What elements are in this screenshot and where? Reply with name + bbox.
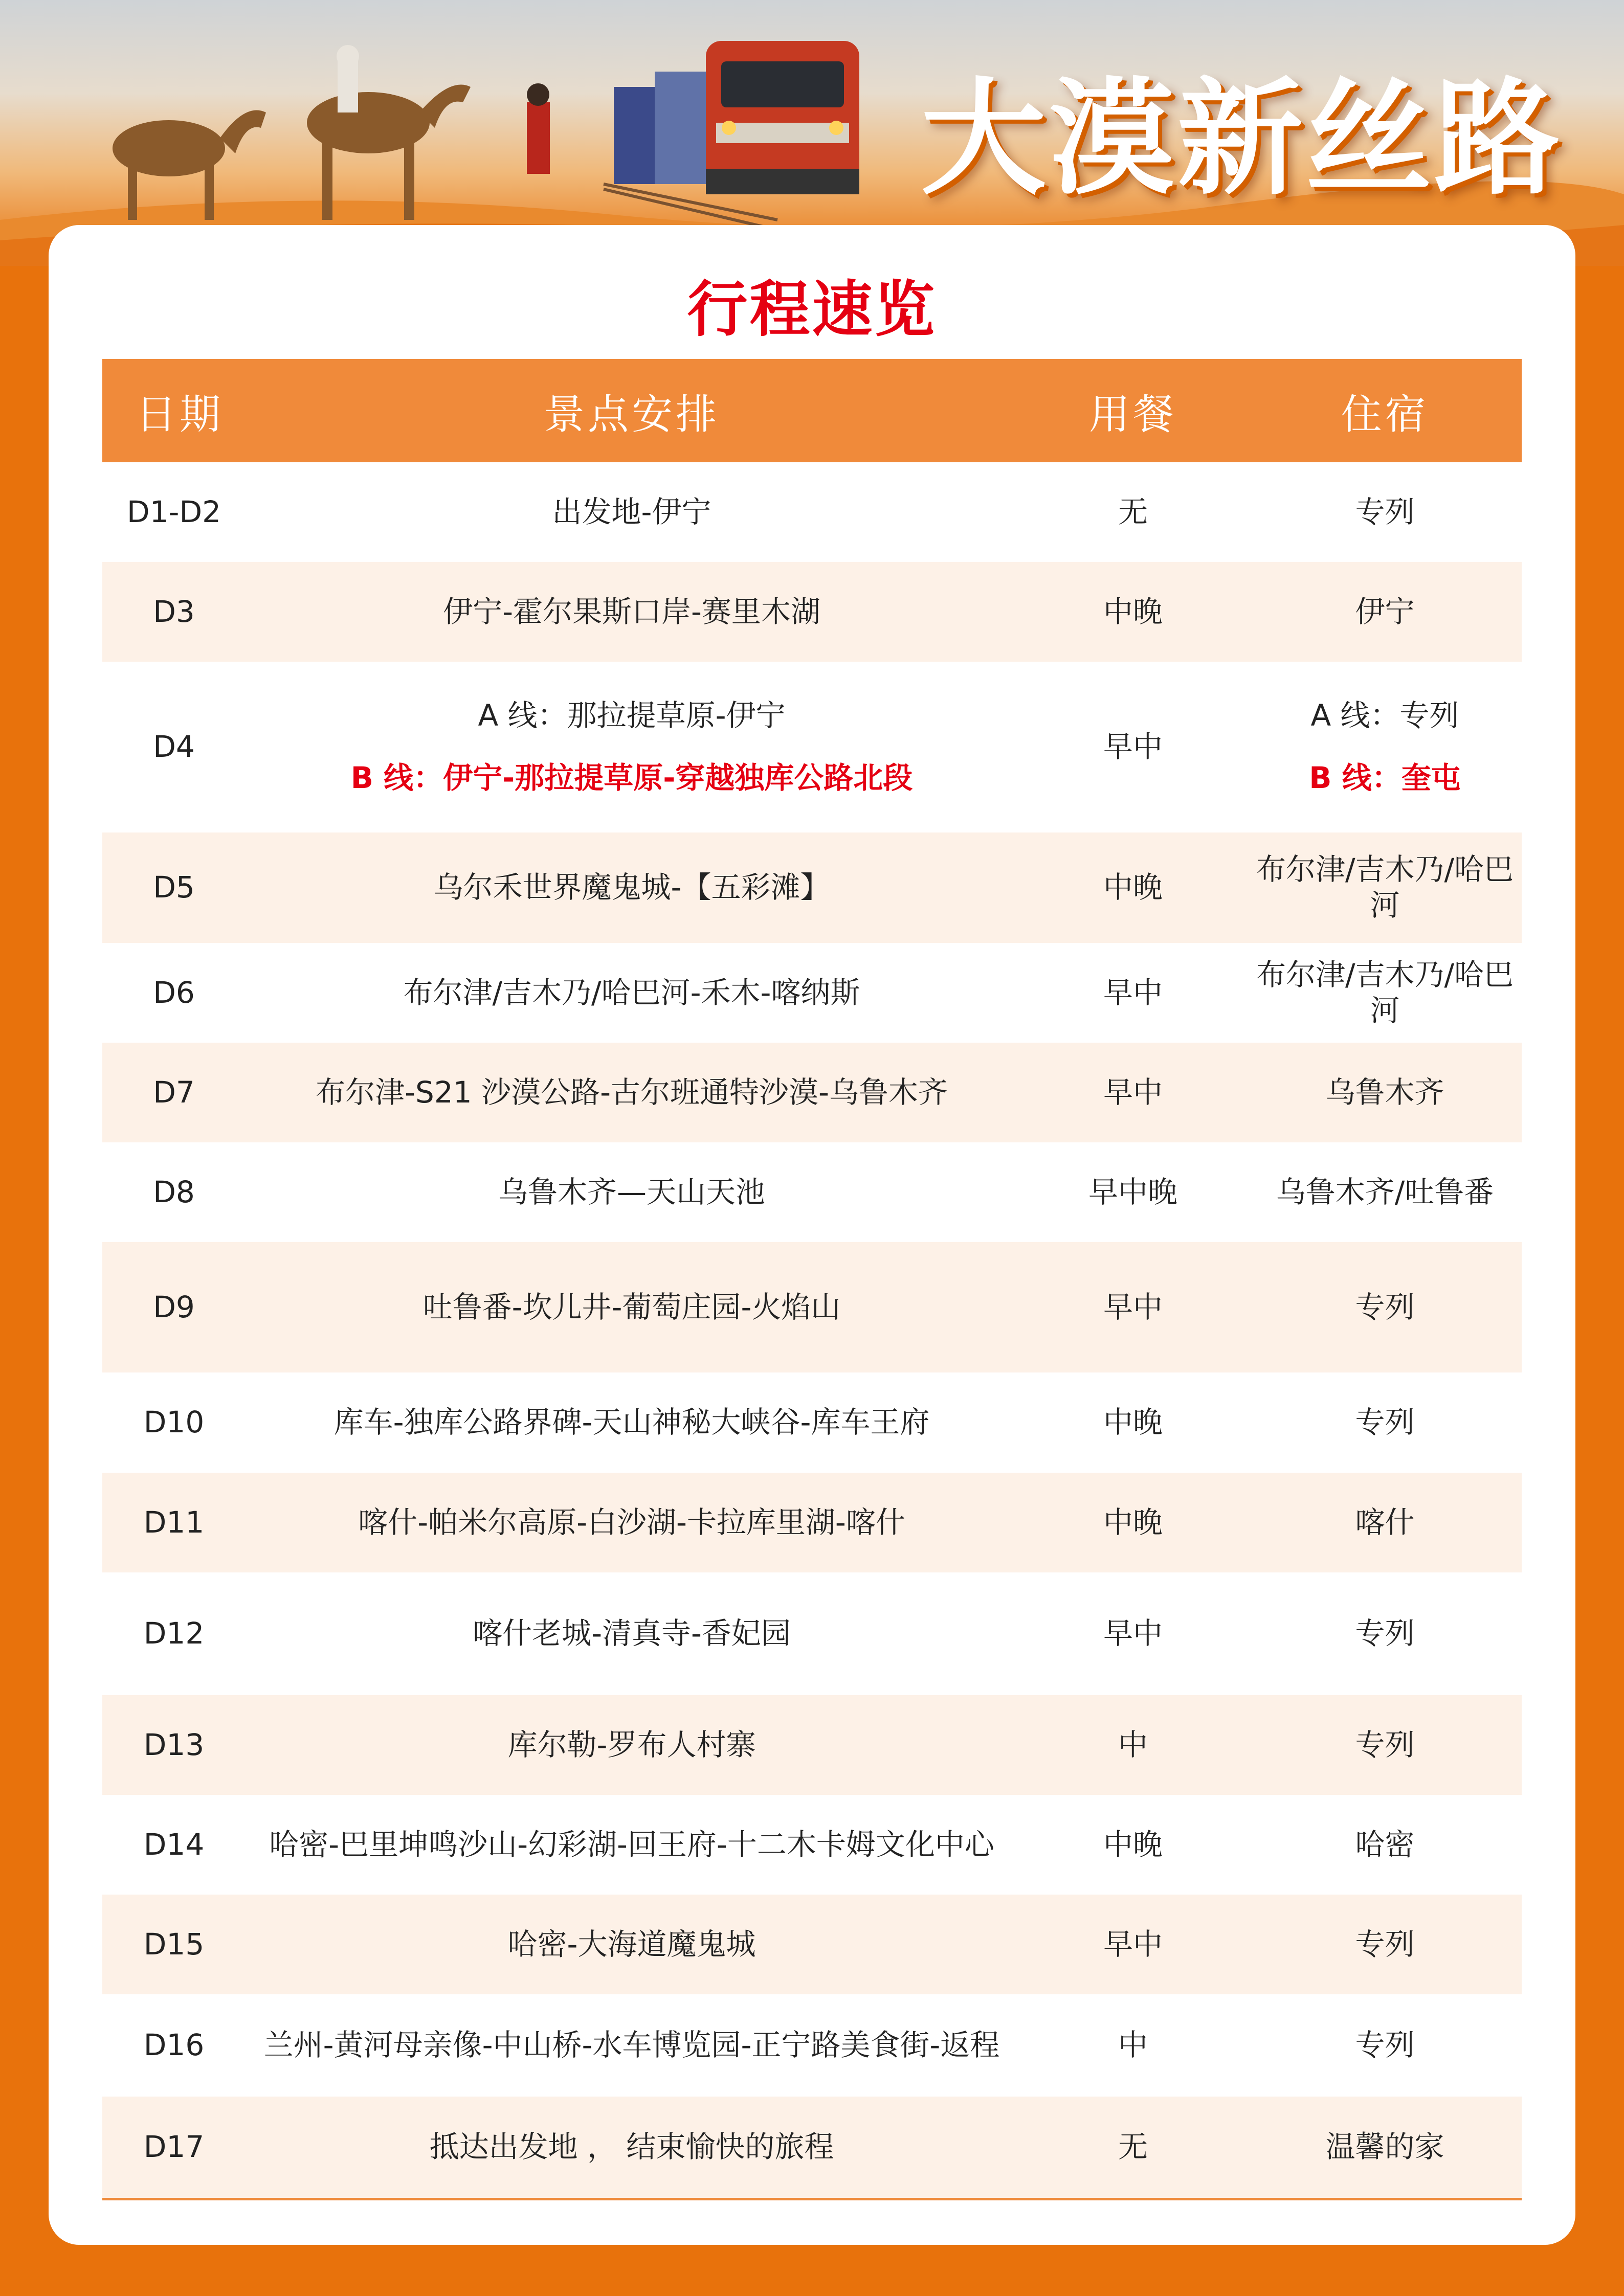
cell-meal: 早中 bbox=[1018, 1043, 1248, 1142]
cell-stay: 专列 bbox=[1248, 1372, 1522, 1473]
cell-date: D12 bbox=[102, 1572, 246, 1695]
cell-stay: 专列 bbox=[1248, 1994, 1522, 2097]
stay-option-a: A 线：专列 bbox=[1310, 698, 1459, 733]
table-row bbox=[102, 1242, 1522, 1372]
itinerary-table bbox=[102, 359, 1522, 2200]
route-option-a: A 线：那拉提草原-伊宁 bbox=[478, 698, 786, 733]
cell-route: 哈密-巴里坤鸣沙山-幻彩湖-回王府-十二木卡姆文化中心 bbox=[246, 1795, 1018, 1895]
cell-meal: 中晚 bbox=[1018, 1473, 1248, 1572]
cell-stay: 喀什 bbox=[1248, 1473, 1522, 1572]
cell-meal: 早中晚 bbox=[1018, 1142, 1248, 1242]
cell-route: 布尔津-S21 沙漠公路-古尔班通特沙漠-乌鲁木齐 bbox=[246, 1043, 1018, 1142]
cell-stay: 乌鲁木齐/吐鲁番 bbox=[1248, 1142, 1522, 1242]
cell-stay: 伊宁 bbox=[1248, 562, 1522, 662]
cell-route: 喀什老城-清真寺-香妃园 bbox=[246, 1572, 1018, 1695]
table-row bbox=[102, 1994, 1522, 2097]
cell-meal: 中 bbox=[1018, 1695, 1248, 1795]
table-row bbox=[102, 562, 1522, 662]
header-meal: 用餐 bbox=[1018, 359, 1248, 462]
cell-date: D13 bbox=[102, 1695, 246, 1795]
cell-route: 乌鲁木齐—天山天池 bbox=[246, 1142, 1018, 1242]
cell-date: D8 bbox=[102, 1142, 246, 1242]
stay-option-b: B 线：奎屯 bbox=[1309, 760, 1461, 795]
cell-meal: 中 bbox=[1018, 1994, 1248, 2097]
cell-route: 兰州-黄河母亲像-中山桥-水车博览园-正宁路美食街-返程 bbox=[246, 1994, 1018, 2097]
cell-meal: 中晚 bbox=[1018, 1795, 1248, 1895]
cell-stay: 哈密 bbox=[1248, 1795, 1522, 1895]
cell-route: 哈密-大海道魔鬼城 bbox=[246, 1895, 1018, 1994]
cell-route: 抵达出发地 ， 结束愉快的旅程 bbox=[246, 2097, 1018, 2199]
cell-route: 喀什-帕米尔高原-白沙湖-卡拉库里湖-喀什 bbox=[246, 1473, 1018, 1572]
cell-date: D16 bbox=[102, 1994, 246, 2097]
section-title: 行程速览 bbox=[687, 274, 937, 345]
cell-route: 布尔津/吉木乃/哈巴河-禾木-喀纳斯 bbox=[246, 943, 1018, 1043]
cell-meal: 早中 bbox=[1018, 662, 1248, 832]
cell-date: D14 bbox=[102, 1795, 246, 1895]
cell-meal: 无 bbox=[1018, 2097, 1248, 2199]
cell-meal: 早中 bbox=[1018, 1895, 1248, 1994]
table-row bbox=[102, 943, 1522, 1043]
cell-route: 库尔勒-罗布人村寨 bbox=[246, 1695, 1018, 1795]
cell-stay: 专列 bbox=[1248, 1572, 1522, 1695]
table-row bbox=[102, 662, 1522, 832]
cell-route: 出发地-伊宁 bbox=[246, 462, 1018, 562]
cell-date: D6 bbox=[102, 943, 246, 1043]
cell-meal: 无 bbox=[1018, 462, 1248, 562]
cell-stay: 专列 bbox=[1248, 462, 1522, 562]
cell-stay: 布尔津/吉木乃/哈巴河 bbox=[1248, 832, 1522, 943]
cell-date: D4 bbox=[102, 662, 246, 832]
table-row bbox=[102, 1473, 1522, 1572]
cell-stay: 温馨的家 bbox=[1248, 2097, 1522, 2199]
table-row bbox=[102, 2097, 1522, 2199]
table-row bbox=[102, 1372, 1522, 1473]
cell-stay: 乌鲁木齐 bbox=[1248, 1043, 1522, 1142]
cell-meal: 早中 bbox=[1018, 1572, 1248, 1695]
cell-stay: 布尔津/吉木乃/哈巴河 bbox=[1248, 943, 1522, 1043]
cell-date: D9 bbox=[102, 1242, 246, 1372]
cell-stay: 专列 bbox=[1248, 1895, 1522, 1994]
cell-route: 乌尔禾世界魔鬼城-【五彩滩】 bbox=[246, 832, 1018, 943]
cell-route: 伊宁-霍尔果斯口岸-赛里木湖 bbox=[246, 562, 1018, 662]
cell-date: D15 bbox=[102, 1895, 246, 1994]
cell-stay: 专列 bbox=[1248, 1242, 1522, 1372]
table-header-row bbox=[102, 359, 1522, 462]
cell-date: D17 bbox=[102, 2097, 246, 2199]
table-row bbox=[102, 1695, 1522, 1795]
cell-date: D10 bbox=[102, 1372, 246, 1473]
table-row bbox=[102, 462, 1522, 562]
header-date: 日期 bbox=[102, 359, 246, 462]
cell-route bbox=[246, 662, 1018, 832]
cell-stay: 专列 bbox=[1248, 1695, 1522, 1795]
route-option-b: B 线：伊宁-那拉提草原-穿越独库公路北段 bbox=[350, 760, 913, 795]
banner-title: 大漠新丝路 bbox=[921, 66, 1563, 212]
table-row bbox=[102, 1895, 1522, 1994]
header-stay: 住宿 bbox=[1248, 359, 1522, 462]
itinerary-card bbox=[49, 225, 1575, 2245]
cell-meal: 中晚 bbox=[1018, 1372, 1248, 1473]
cell-date: D3 bbox=[102, 562, 246, 662]
table-row bbox=[102, 832, 1522, 943]
table-row bbox=[102, 1572, 1522, 1695]
table-row bbox=[102, 1795, 1522, 1895]
cell-route: 库车-独库公路界碑-天山神秘大峡谷-库车王府 bbox=[246, 1372, 1018, 1473]
cell-meal: 早中 bbox=[1018, 1242, 1248, 1372]
cell-date: D7 bbox=[102, 1043, 246, 1142]
cell-meal: 中晚 bbox=[1018, 562, 1248, 662]
cell-meal: 中晚 bbox=[1018, 832, 1248, 943]
cell-date: D1-D2 bbox=[102, 462, 246, 562]
cell-meal: 早中 bbox=[1018, 943, 1248, 1043]
header-route: 景点安排 bbox=[246, 359, 1018, 462]
cell-stay bbox=[1248, 662, 1522, 832]
table-row bbox=[102, 1043, 1522, 1142]
cell-date: D5 bbox=[102, 832, 246, 943]
cell-date: D11 bbox=[102, 1473, 246, 1572]
table-row bbox=[102, 1142, 1522, 1242]
cell-route: 吐鲁番-坎儿井-葡萄庄园-火焰山 bbox=[246, 1242, 1018, 1372]
